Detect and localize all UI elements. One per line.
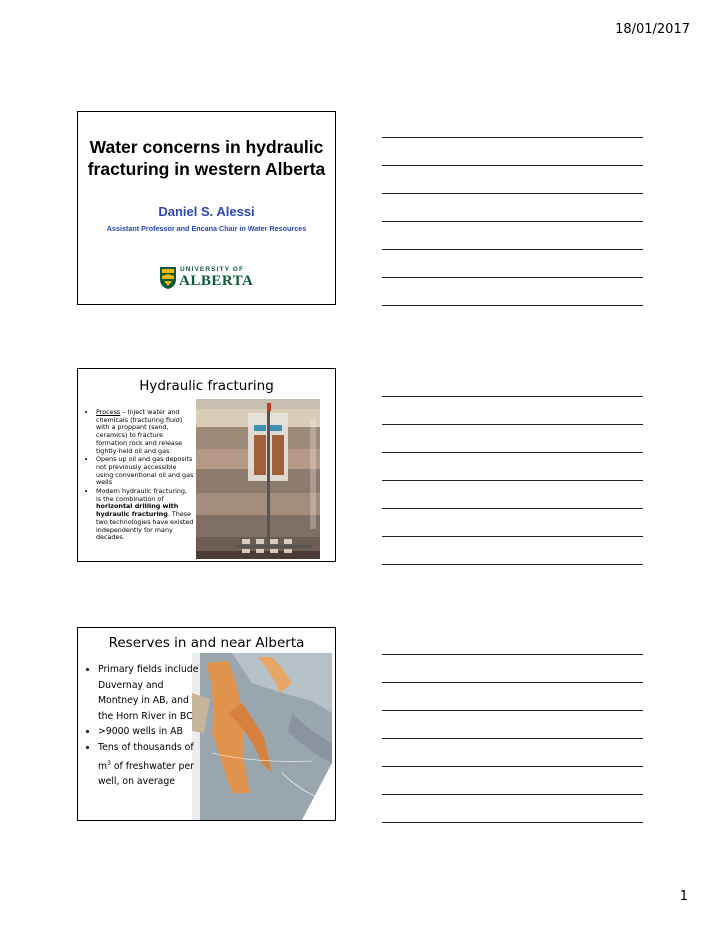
note-line <box>382 794 643 795</box>
slide-3-title: Reserves in and near Alberta <box>108 635 305 651</box>
note-line <box>382 508 643 509</box>
process-term: Process <box>96 408 121 416</box>
slide-thumbnail-2 <box>77 368 336 562</box>
slide-2-bullet-3: • Modern hydraulic fracturing, is the combination of horizontal drilling with hydraulic fracturing. These two technologies have existed independently for many decades. <box>96 488 194 542</box>
note-line <box>382 480 643 481</box>
note-line <box>382 193 643 194</box>
slide-3-body <box>86 662 204 790</box>
note-line <box>382 564 643 565</box>
slide-1-affiliation: Assistant Professor and Encana Chair in Water Resources <box>106 224 307 233</box>
logo-line-2: ALBERTA <box>179 273 254 289</box>
note-line <box>382 221 643 222</box>
slide-3-bullet-3: • Tens of thousands of $m^3$ of freshwater per well, on average <box>98 740 204 790</box>
note-line <box>382 165 643 166</box>
university-of-alberta-logo <box>159 264 259 294</box>
note-line <box>382 277 643 278</box>
note-line <box>382 738 643 739</box>
note-line <box>382 822 643 823</box>
note-line <box>382 654 643 655</box>
slide-1-author: Daniel S. Alessi <box>158 204 255 219</box>
note-line <box>382 536 643 537</box>
note-line <box>382 305 643 306</box>
slide-3-bullet-2: • >9000 wells in AB <box>98 724 204 740</box>
slide-3-bullet-1: • Primary fields include Duvernay and Montney in AB, and the Horn River in BC <box>98 662 204 724</box>
rock-layers-well-diagram <box>196 399 320 559</box>
slide-2-title: Hydraulic fracturing <box>139 378 274 394</box>
reserves-map <box>192 653 332 820</box>
note-line <box>382 137 643 138</box>
slide-2-body <box>86 409 194 543</box>
header-date: 18/01/2017 <box>615 22 690 37</box>
crest-icon <box>159 266 177 290</box>
note-line <box>382 424 643 425</box>
logo-line-1: UNIVERSITY OF <box>180 266 245 273</box>
slide-thumbnail-3 <box>77 627 336 821</box>
note-line <box>382 766 643 767</box>
page-number: 1 <box>679 889 688 904</box>
note-line <box>382 710 643 711</box>
slide-2-bullet-2: • Opens up oil and gas deposits not previously accessible using conventional oil and gas wells <box>96 456 194 487</box>
note-line <box>382 396 643 397</box>
note-line <box>382 452 643 453</box>
note-line <box>382 682 643 683</box>
slide-thumbnail-1 <box>77 111 336 305</box>
slide-2-bullet-1: • Process – Inject water and chemicals (fracturing fluid) with a proppant (sand, ceramics) to fracture formation rock and release tightly-held oil and gas <box>96 409 194 455</box>
note-line <box>382 249 643 250</box>
slide-1-title: Water concerns in hydraulic fracturing in western Alberta <box>87 137 326 179</box>
